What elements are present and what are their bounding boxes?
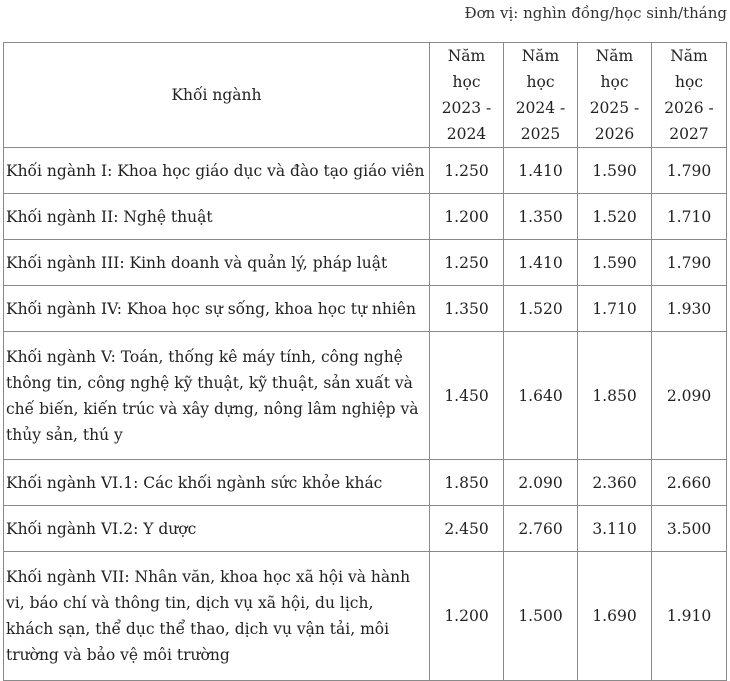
row-name: Khối ngành IV: Khoa học sự sống, khoa học tự nhiên — [4, 286, 430, 332]
row-name: Khối ngành I: Khoa học giáo dục và đào tạo giáo viên — [4, 148, 430, 194]
row-value: 1.410 — [504, 148, 578, 194]
row-value: 1.590 — [578, 240, 652, 286]
row-value: 1.790 — [652, 240, 727, 286]
header-year: Năm học 2025 - 2026 — [578, 43, 652, 148]
row-value: 1.710 — [652, 194, 727, 240]
row-value: 1.200 — [430, 194, 504, 240]
row-value: 2.450 — [430, 506, 504, 552]
header-group: Khối ngành — [4, 43, 430, 148]
row-value: 2.090 — [652, 332, 727, 460]
row-value: 2.760 — [504, 506, 578, 552]
table-row — [4, 552, 727, 681]
table-row — [4, 460, 727, 506]
row-value: 1.520 — [504, 286, 578, 332]
row-value: 1.790 — [652, 148, 727, 194]
header-year: Năm học 2026 - 2027 — [652, 43, 727, 148]
row-value: 1.590 — [578, 148, 652, 194]
row-value: 1.410 — [504, 240, 578, 286]
table-row — [4, 506, 727, 552]
row-value: 1.250 — [430, 148, 504, 194]
tuition-table — [3, 42, 727, 681]
row-value: 1.850 — [578, 332, 652, 460]
row-name: Khối ngành VI.2: Y dược — [4, 506, 430, 552]
table-row — [4, 286, 727, 332]
row-name: Khối ngành V: Toán, thống kê máy tính, công nghệ thông tin, công nghệ kỹ thuật, kỹ thuật, sản xuất và chế biến, kiến trúc và xây dựng, nông lâm nghiệp và thủy sản, thú y — [4, 332, 430, 460]
header-row — [4, 43, 727, 148]
table-row — [4, 240, 727, 286]
row-value: 1.520 — [578, 194, 652, 240]
row-value: 1.850 — [430, 460, 504, 506]
row-value: 1.350 — [430, 286, 504, 332]
row-value: 1.710 — [578, 286, 652, 332]
row-value: 1.690 — [578, 552, 652, 681]
row-value: 2.090 — [504, 460, 578, 506]
table-row — [4, 194, 727, 240]
row-value: 1.910 — [652, 552, 727, 681]
header-year: Năm học 2023 - 2024 — [430, 43, 504, 148]
row-value: 1.250 — [430, 240, 504, 286]
table-row — [4, 332, 727, 460]
row-value: 1.500 — [504, 552, 578, 681]
table-row — [4, 148, 727, 194]
row-name: Khối ngành II: Nghệ thuật — [4, 194, 430, 240]
header-year: Năm học 2024 - 2025 — [504, 43, 578, 148]
row-name: Khối ngành VII: Nhân văn, khoa học xã hội và hành vi, báo chí và thông tin, dịch vụ xã hội, du lịch, khách sạn, thể dục thể thao, dịch vụ vận tải, môi trường và bảo vệ môi trường — [4, 552, 430, 681]
row-name: Khối ngành III: Kinh doanh và quản lý, pháp luật — [4, 240, 430, 286]
row-value: 3.500 — [652, 506, 727, 552]
row-value: 1.450 — [430, 332, 504, 460]
row-value: 3.110 — [578, 506, 652, 552]
row-value: 1.930 — [652, 286, 727, 332]
row-value: 1.200 — [430, 552, 504, 681]
row-value: 1.640 — [504, 332, 578, 460]
row-value: 2.360 — [578, 460, 652, 506]
row-name: Khối ngành VI.1: Các khối ngành sức khỏe khác — [4, 460, 430, 506]
unit-note: Đơn vị: nghìn đồng/học sinh/tháng — [464, 4, 727, 22]
row-value: 1.350 — [504, 194, 578, 240]
row-value: 2.660 — [652, 460, 727, 506]
